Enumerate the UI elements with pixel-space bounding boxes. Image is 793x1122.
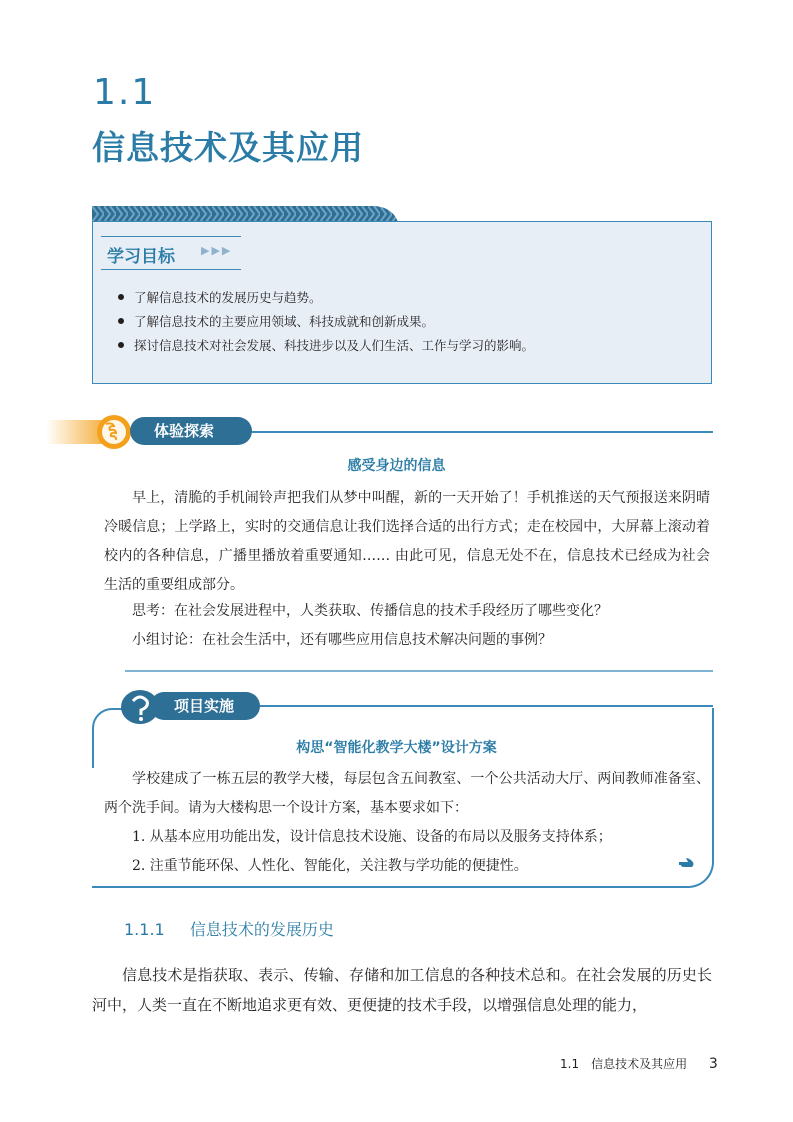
project-label: 项目实施 xyxy=(174,697,235,715)
divider xyxy=(125,670,713,672)
subsection-paragraph: 信息技术是指获取、表示、传输、存储和加工信息的各种技术总和。在社会发展的历史长河中，人类一直在不断地追求更有效、更便捷的技术手段，以增强信息处理的能力， xyxy=(92,966,712,1014)
objectives-pattern-tab xyxy=(92,206,402,222)
subsection-heading xyxy=(124,917,334,940)
section-title: 信息技术及其应用 xyxy=(92,128,364,167)
project-rule xyxy=(260,705,713,707)
list-item: 探讨信息技术对社会发展、科技进步以及人们生活、工作与学习的影响。 xyxy=(118,334,534,358)
list-item: 了解信息技术的发展历史与趋势。 xyxy=(118,286,534,310)
arrow-icons: ▶▶▶ xyxy=(201,244,233,257)
group-discussion: 小组讨论：在社会生活中，还有哪些应用信息技术解决问题的事例？ xyxy=(132,632,552,648)
subsection-title: 信息技术的发展历史 xyxy=(189,920,334,939)
objectives-header xyxy=(101,236,241,270)
requirement-1: 1. 从基本应用功能出发，设计信息技术设施、设备的布局以及服务支持体系； xyxy=(132,829,612,845)
experience-paragraph: 早上，清脆的手机闹铃声把我们从梦中叫醒，新的一天开始了！手机推送的天气预报送来阴晴冷暖信息；上学路上，实时的交通信息让我们选择合适的出行方式；走在校园中，大屏幕上滚动着校内的各种信息，广播里播放着重要通知…… 由此可见，信息无处不在，信息技术已经成为社会生活的重要组成部分。 xyxy=(104,490,710,593)
list-item: 了解信息技术的主要应用领域、科技成就和创新成果。 xyxy=(118,310,534,334)
subsection-number: 1.1.1 xyxy=(124,920,165,939)
page-footer xyxy=(560,1055,718,1072)
project-banner xyxy=(150,692,260,720)
think-question: 思考：在社会发展进程中，人类获取、传播信息的技术手段经历了哪些变化？ xyxy=(132,603,608,619)
objectives-label: 学习目标 xyxy=(107,247,175,267)
project-paragraph: 学校建成了一栋五层的教学大楼，每层包含五间教室、一个公共活动大厅、两间教师准备室、两个洗手间。请为大楼构思一个设计方案，基本要求如下： xyxy=(104,771,710,816)
project-title: 构思“智能化教学大楼”设计方案 xyxy=(296,740,497,756)
objectives-list xyxy=(118,286,534,358)
experience-banner xyxy=(130,417,252,445)
bullet-icon xyxy=(118,318,124,324)
experience-title: 感受身边的信息 xyxy=(347,458,446,474)
objectives-box xyxy=(92,221,712,384)
footer-text: 1.1 信息技术及其应用 xyxy=(560,1057,688,1071)
bullet-icon xyxy=(118,342,124,348)
page-number: 3 xyxy=(708,1056,718,1072)
experience-rule xyxy=(252,431,713,433)
experience-label: 体验探索 xyxy=(154,422,215,440)
section-number: 1.1 xyxy=(93,72,157,113)
requirement-2: 2. 注重节能环保、人性化、智能化，关注教与学功能的便捷性。 xyxy=(132,858,528,874)
pointing-hand-icon xyxy=(678,856,696,870)
bullet-icon xyxy=(118,294,124,300)
